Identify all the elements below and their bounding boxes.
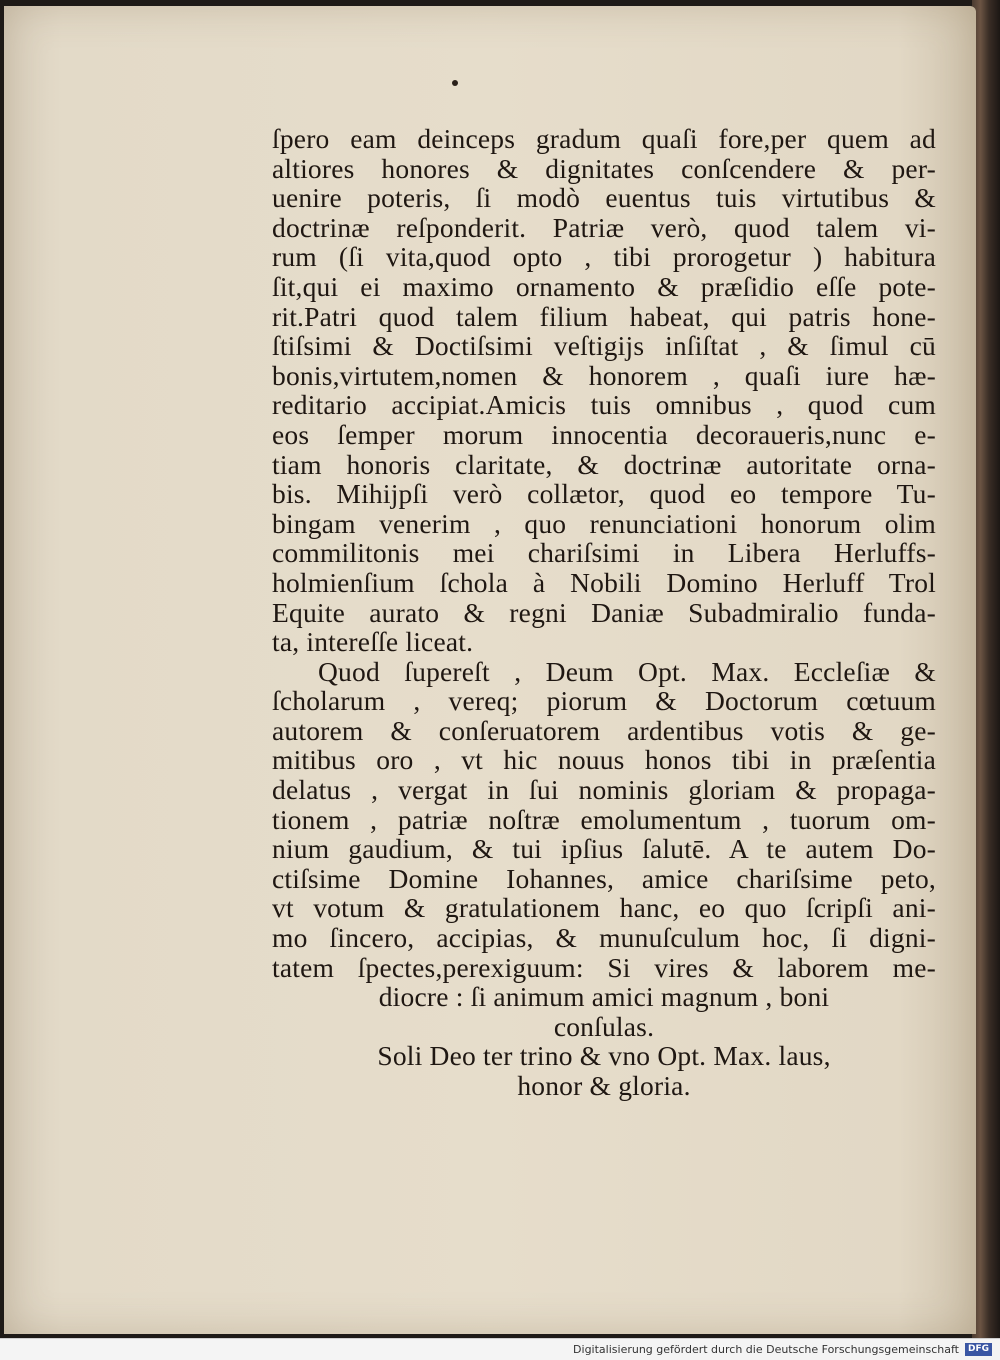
- text-line: conſulas.: [553, 1010, 655, 1042]
- text-line: holmienſium ſchola à Nobili Domino Herluff Trol: [272, 566, 936, 598]
- text-line: ſpero eam deinceps gradum quaſi fore,per quem ad: [272, 123, 936, 154]
- text-line: mo ſincero, accipias, & munuſculum hoc, ſi digni-: [272, 922, 936, 954]
- text-line: bonis,virtutem,nomen & honorem , quaſi iure hæ-: [272, 359, 936, 391]
- text-line: mitibus oro , vt hic nouus honos tibi in præſentia: [272, 744, 936, 776]
- text-line: tatem ſpectes,perexiguum: Si vires & laborem me-: [272, 951, 936, 983]
- text-line: ſit,qui ei maximo ornamento & præſidio eſſe pote-: [272, 270, 936, 302]
- book-edge: [972, 0, 1000, 1338]
- closing-line: Soli Deo ter trino & vno Opt. Max. laus,: [377, 1040, 831, 1072]
- digitization-footer: [0, 1338, 1000, 1360]
- text-line: delatus , vergat in ſui nominis gloriam & propaga-: [272, 774, 936, 806]
- text-line: bis. Mihijpſi verò collætor, quod eo tempore Tu-: [272, 478, 936, 510]
- text-line: bingam venerim , quo renunciationi honorum olim: [272, 507, 936, 539]
- text-line: ctiſsime Domine Iohannes, amice chariſsime peto,: [272, 862, 936, 894]
- text-line: ſtiſsimi & Doctiſsimi veſtigijs inſiſtat , & ſimul cū: [272, 330, 936, 362]
- body-text: [272, 124, 936, 1101]
- text-line: altiores honores & dignitates conſcendere & per-: [272, 152, 936, 184]
- text-line: Equite aurato & regni Daniæ Subadmiralio funda-: [272, 596, 936, 628]
- funding-credit: Digitalisierung gefördert durch die Deutsche Forschungsgemeinschaft: [573, 1343, 959, 1356]
- text-line: rum (ſi vita,quod opto , tibi prorogetur ) habitura: [272, 241, 936, 273]
- text-line: tiam honoris claritate, & doctrinæ autoritate orna-: [272, 448, 936, 480]
- text-line: rit.Patri quod talem filium habeat, qui patris hone-: [272, 300, 936, 332]
- text-line: reditario accipiat.Amicis tuis omnibus , quod cum: [272, 389, 936, 421]
- text-line: vt votum & gratulationem hanc, eo quo ſcripſi ani-: [272, 892, 936, 924]
- text-line: nium gaudium, & tui ipſius ſalutē. A te autem Do-: [272, 833, 936, 865]
- text-line: doctrinæ reſponderit. Patriæ verò, quod talem vi-: [272, 211, 936, 243]
- text-line: diocre : ſi animum amici magnum , boni: [378, 981, 830, 1013]
- text-line: uenire poteris, ſi modò euentus tuis virtutibus &: [272, 182, 936, 214]
- text-line: ſcholarum , vereq; piorum & Doctorum cœtuum: [272, 685, 936, 717]
- text-line: autorem & conſeruatorem ardentibus votis & ge-: [272, 714, 936, 746]
- text-line: Quod ſupereſt , Deum Opt. Max. Eccleſiæ &: [318, 655, 936, 687]
- text-line: ta, intereſſe liceat.: [272, 626, 474, 658]
- text-line: eos ſemper morum innocentia decoraueris,nunc e-: [272, 418, 936, 450]
- text-line: tionem , patriæ noſtræ emolumentum , tuorum om-: [272, 803, 936, 835]
- page-mark: [452, 80, 458, 86]
- closing-line: honor & gloria.: [517, 1070, 691, 1101]
- dfg-logo: DFG: [965, 1343, 992, 1356]
- text-line: commilitonis mei chariſsimi in Libera Herluffs-: [272, 537, 936, 569]
